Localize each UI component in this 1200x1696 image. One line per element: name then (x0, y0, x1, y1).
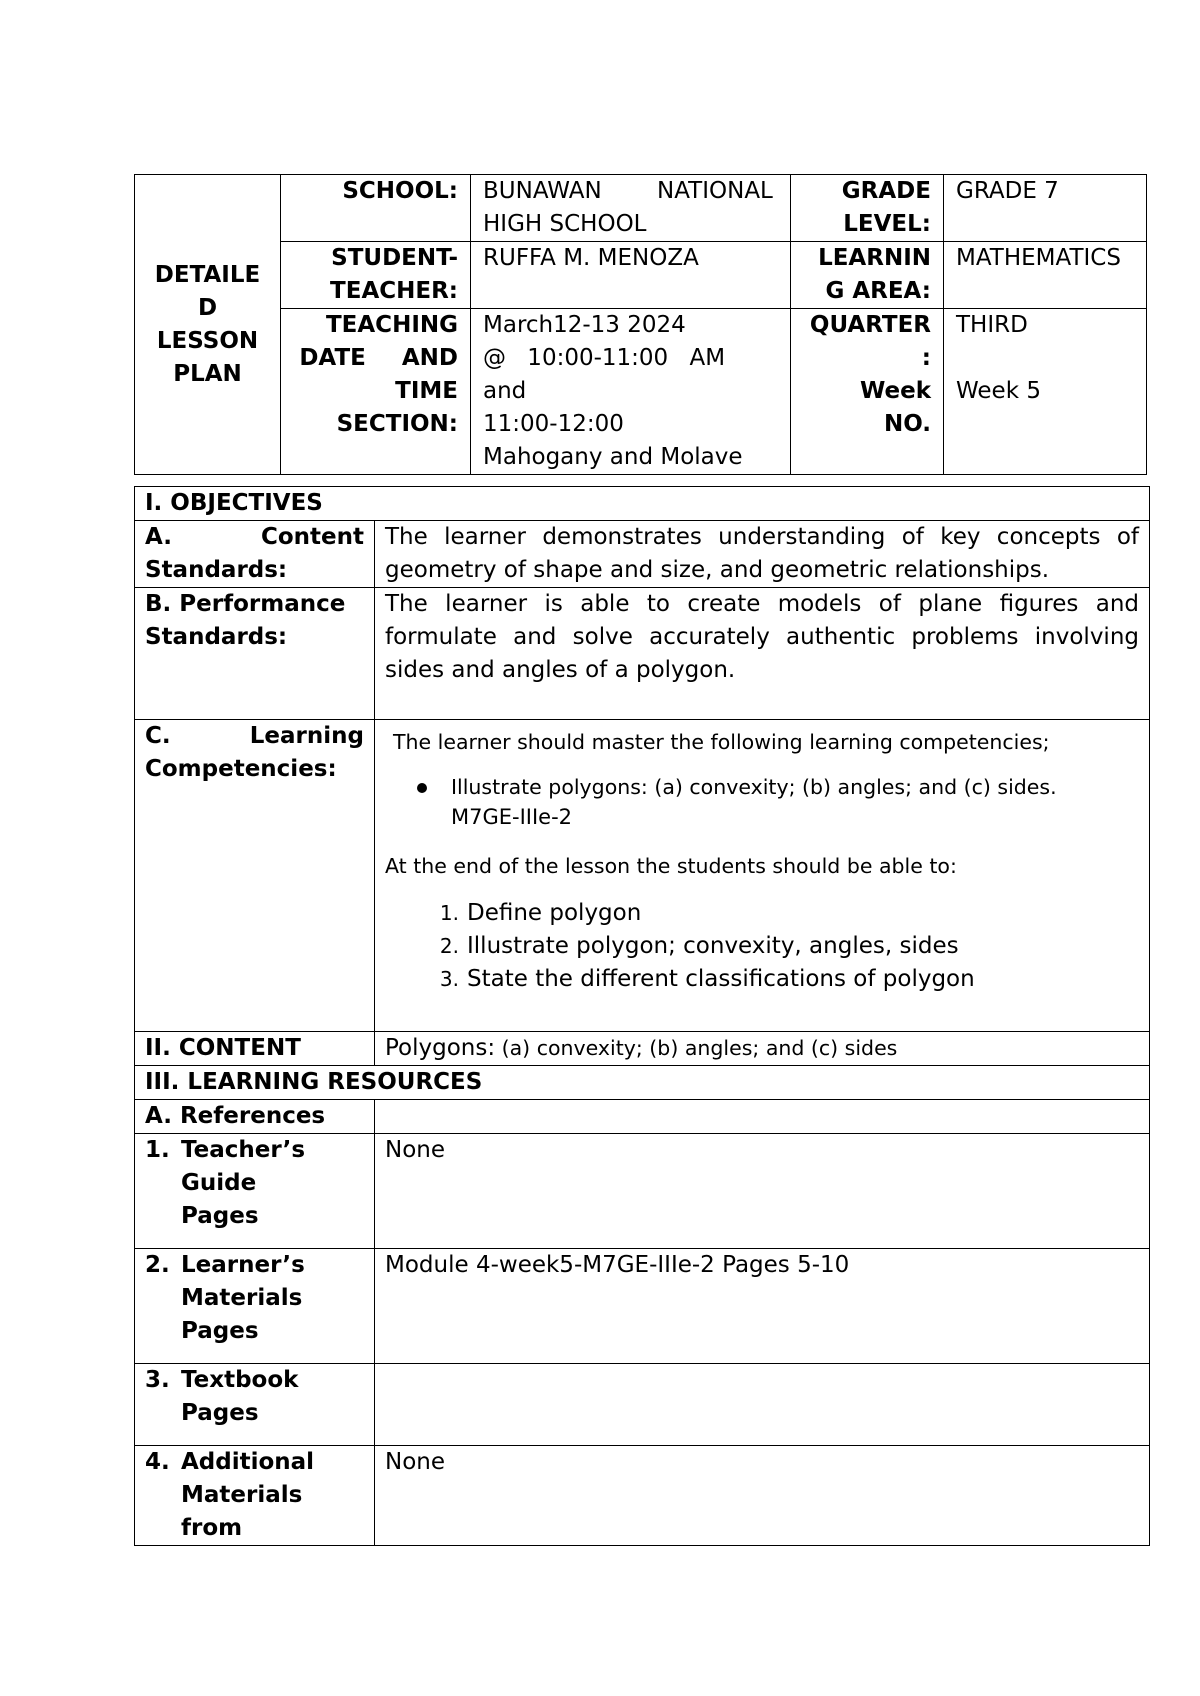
competency-code: M7GE-IIIe-2 (451, 805, 573, 829)
learning-competencies-content (375, 720, 1150, 1032)
document-title (135, 175, 281, 475)
references-value (375, 1100, 1150, 1134)
grade-level-label: GRADE LEVEL: (791, 175, 944, 242)
learning-area-label: LEARNIN G AREA: (791, 242, 944, 309)
content-standards-text: The learner demonstrates understanding of key concepts of geometry of shape and size, and geometric relationships. (375, 521, 1150, 588)
list-item: 3. State the different classifications of polygon (439, 966, 975, 992)
quarter-week-label: QUARTER : Week NO. (791, 309, 944, 475)
learning-area-value: MATHEMATICS (944, 242, 1147, 309)
student-teacher-label: STUDENT- TEACHER: (281, 242, 471, 309)
teaching-date-value: March12-13 2024 @ 10:00-11:00 AM and 11:00-12:00 Mahogany and Molave (471, 309, 791, 475)
title-line: D (197, 294, 218, 321)
quarter-week-value: THIRD Week 5 (944, 309, 1147, 475)
list-item: 1. Define polygon (439, 900, 642, 926)
learning-resources-heading: III. LEARNING RESOURCES (135, 1066, 1150, 1100)
content-topic: Polygons: (a) convexity; (b) angles; and (c) sides (375, 1032, 1150, 1066)
school-value: BUNAWAN NATIONAL HIGH SCHOOL (471, 175, 791, 242)
teachers-guide-label: 1. Teacher’s Guide Pages (135, 1134, 375, 1249)
student-teacher-value: RUFFA M. MENOZA (471, 242, 791, 309)
competencies-intro: The learner should master the following learning competencies; (393, 730, 1050, 754)
list-item: 2. Illustrate polygon; convexity, angles, sides (439, 933, 959, 959)
textbook-pages-label: 3. Textbook Pages (135, 1364, 375, 1446)
teaching-date-label: TEACHING DATE AND TIME SECTION: (281, 309, 471, 475)
objectives-heading: I. OBJECTIVES (135, 487, 1150, 521)
additional-materials-value: None (375, 1446, 1150, 1546)
performance-standards-text: The learner is able to create models of plane figures and formulate and solve accurately authentic problems involving sides and angles of a polygon. (375, 588, 1150, 720)
school-label: SCHOOL: (281, 175, 471, 242)
title-line: LESSON (156, 327, 259, 354)
competency-bullet-item (385, 773, 1139, 834)
lesson-objectives-list (385, 897, 1139, 996)
additional-materials-label: 4. Additional Materials from (135, 1446, 375, 1546)
title-line: DETAILE (154, 261, 261, 288)
lesson-plan-main-table (134, 486, 1150, 1546)
learners-materials-value: Module 4-week5-M7GE-IIIe-2 Pages 5-10 (375, 1249, 1150, 1364)
end-of-lesson-text: At the end of the lesson the students should be able to: (385, 854, 957, 878)
performance-standards-label: B. Performance Standards: (135, 588, 375, 720)
title-line: PLAN (173, 360, 242, 387)
grade-level-value: GRADE 7 (944, 175, 1147, 242)
content-standards-label: A. Content Standards: (135, 521, 375, 588)
content-heading: II. CONTENT (135, 1032, 375, 1066)
lesson-plan-header-table (134, 174, 1147, 475)
references-label: A. References (135, 1100, 375, 1134)
learning-competencies-label: C. Learning Competencies: (135, 720, 375, 1032)
textbook-pages-value (375, 1364, 1150, 1446)
competency-text: Illustrate polygons: (a) convexity; (b) angles; and (c) sides. (451, 775, 1057, 799)
learners-materials-label: 2. Learner’s Materials Pages (135, 1249, 375, 1364)
bullet-icon (417, 783, 427, 793)
teachers-guide-value: None (375, 1134, 1150, 1249)
